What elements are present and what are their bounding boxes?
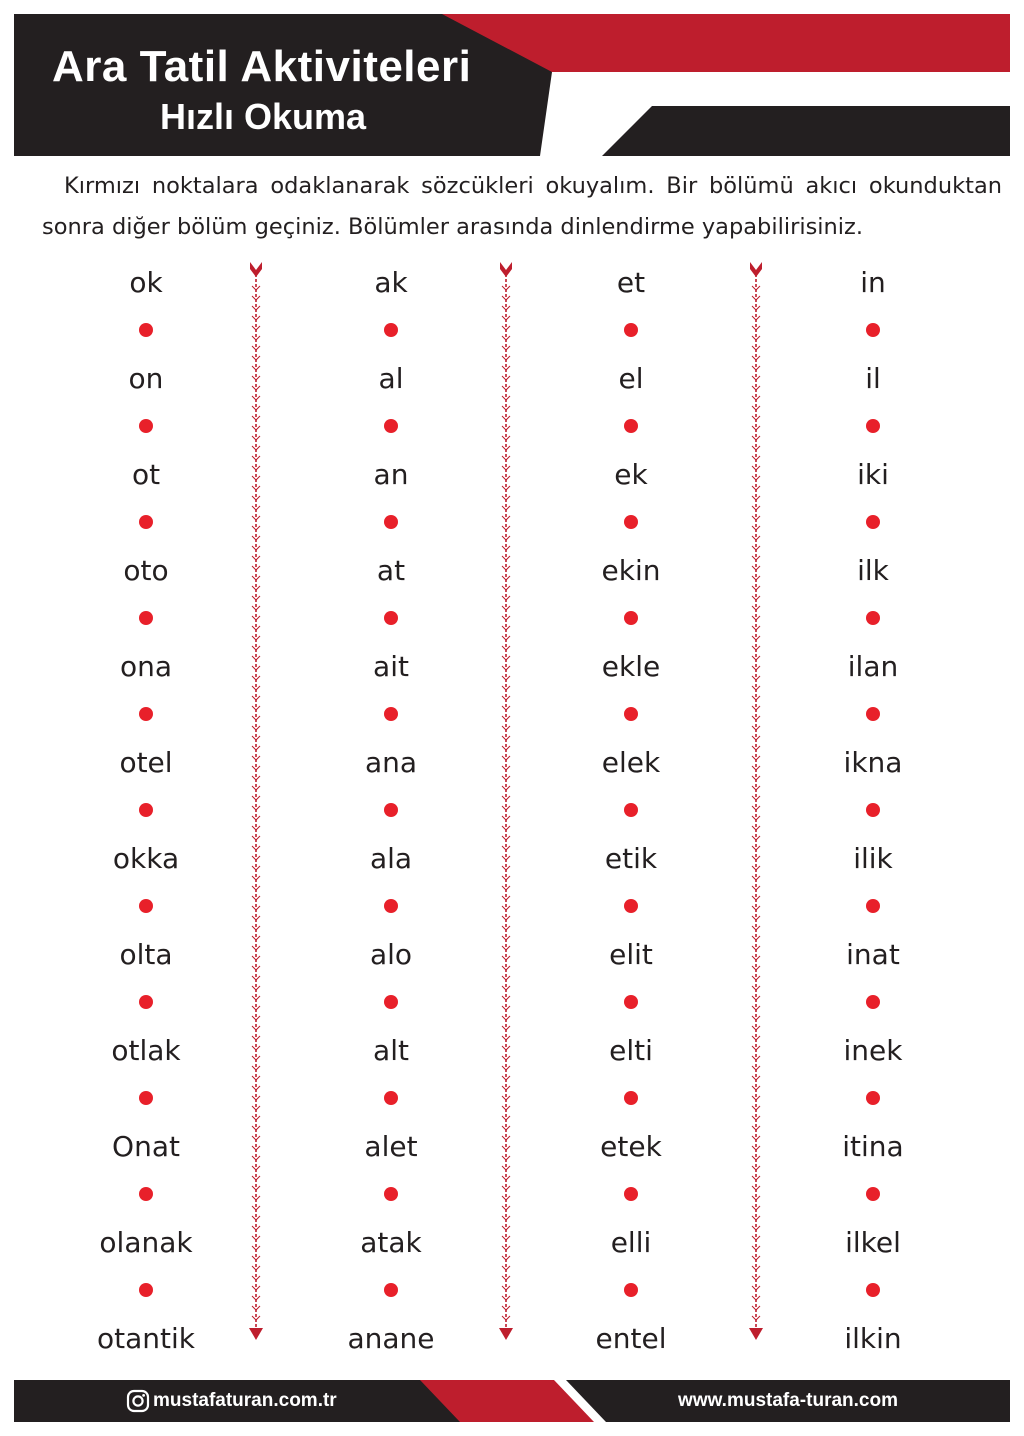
footer-website-link[interactable] — [678, 1380, 898, 1422]
focus-dot — [384, 419, 398, 433]
focus-dot — [624, 515, 638, 529]
focus-dot — [866, 995, 880, 1009]
word-item: ona — [119, 650, 173, 683]
word-item: ilik — [853, 842, 893, 875]
page-subtitle: Hızlı Okuma — [160, 96, 367, 137]
word-item: etik — [604, 842, 658, 875]
focus-dot — [139, 323, 153, 337]
divider-arrow-1 — [246, 260, 266, 1342]
word-item: alo — [369, 938, 413, 971]
word-item: oto — [123, 554, 169, 587]
focus-dot — [866, 515, 880, 529]
focus-dot — [139, 995, 153, 1009]
word-item: ok — [129, 266, 163, 299]
focus-dot — [384, 515, 398, 529]
divider-arrow-2 — [496, 260, 516, 1342]
focus-dot — [139, 803, 153, 817]
word-item: ek — [614, 458, 648, 491]
focus-dot — [384, 611, 398, 625]
word-item: etek — [600, 1130, 662, 1163]
word-item: il — [865, 362, 881, 395]
word-item: ot — [131, 458, 161, 491]
focus-dot — [384, 707, 398, 721]
focus-dot — [866, 419, 880, 433]
focus-dot — [624, 611, 638, 625]
word-item: ilkin — [844, 1322, 902, 1355]
word-item: alt — [373, 1034, 409, 1067]
focus-dot — [384, 995, 398, 1009]
page-title: Ara Tatil Aktiviteleri — [52, 42, 472, 91]
focus-dot — [384, 899, 398, 913]
word-item: elek — [601, 746, 661, 779]
footer-instagram[interactable] — [126, 1380, 337, 1422]
word-item: otlak — [111, 1034, 181, 1067]
word-item: entel — [595, 1322, 667, 1355]
word-item: ekle — [601, 650, 661, 683]
focus-dot — [139, 1187, 153, 1201]
word-item: ait — [373, 650, 409, 683]
focus-dot — [866, 1091, 880, 1105]
focus-dot — [624, 323, 638, 337]
word-item: in — [860, 266, 886, 299]
word-item: ilan — [847, 650, 899, 683]
word-item: ilk — [857, 554, 889, 587]
word-item: alet — [364, 1130, 418, 1163]
word-item: al — [378, 362, 404, 395]
word-item: elti — [609, 1034, 653, 1067]
focus-dot — [624, 1283, 638, 1297]
word-item: iki — [857, 458, 889, 491]
focus-dot — [624, 995, 638, 1009]
word-item: et — [616, 266, 646, 299]
focus-dot — [866, 1283, 880, 1297]
word-item: inek — [843, 1034, 903, 1067]
word-item: ilkel — [845, 1226, 901, 1259]
word-item: okka — [112, 842, 180, 875]
word-item: elit — [609, 938, 653, 971]
focus-dot — [866, 1187, 880, 1201]
focus-dot — [624, 899, 638, 913]
word-item: elli — [610, 1226, 652, 1259]
instagram-icon — [126, 1389, 150, 1413]
focus-dot — [139, 707, 153, 721]
word-item: ala — [369, 842, 413, 875]
website-url: www.mustafa-turan.com — [678, 1390, 898, 1411]
focus-dot — [866, 707, 880, 721]
focus-dot — [384, 1283, 398, 1297]
word-item: ak — [374, 266, 408, 299]
focus-dot — [139, 1283, 153, 1297]
focus-dot — [384, 1091, 398, 1105]
focus-dot — [624, 1091, 638, 1105]
focus-dot — [139, 899, 153, 913]
word-item: el — [618, 362, 644, 395]
word-item: atak — [360, 1226, 422, 1259]
word-item: anane — [347, 1322, 435, 1355]
word-item: inat — [846, 938, 900, 971]
focus-dot — [624, 419, 638, 433]
focus-dot — [624, 707, 638, 721]
word-item: otantik — [97, 1322, 195, 1355]
word-item: olta — [119, 938, 173, 971]
focus-dot — [384, 803, 398, 817]
word-item: ikna — [843, 746, 903, 779]
word-item: at — [376, 554, 406, 587]
instagram-handle: mustafaturan.com.tr — [153, 1390, 337, 1411]
focus-dot — [139, 419, 153, 433]
word-item: itina — [842, 1130, 904, 1163]
focus-dot — [139, 515, 153, 529]
instructions-text: Kırmızı noktalara odaklanarak sözcükleri okuyalım. Bir bölümü akıcı okunduktan sonra diğer bölüm geçiniz. Bölümler arasında dinlendirme yapabilirisiniz. — [42, 173, 1002, 240]
focus-dot — [866, 611, 880, 625]
focus-dot — [866, 899, 880, 913]
footer-bar — [14, 1380, 1010, 1422]
focus-dot — [624, 803, 638, 817]
word-item: an — [373, 458, 409, 491]
word-item: otel — [119, 746, 173, 779]
word-item: ana — [364, 746, 418, 779]
word-item: Onat — [112, 1130, 180, 1163]
word-item: olanak — [99, 1226, 193, 1259]
header-banner — [14, 14, 1010, 156]
divider-arrow-3 — [746, 260, 766, 1342]
focus-dot — [139, 1091, 153, 1105]
word-item: ekin — [601, 554, 661, 587]
word-item: on — [128, 362, 164, 395]
focus-dot — [384, 1187, 398, 1201]
focus-dot — [866, 323, 880, 337]
focus-dot — [624, 1187, 638, 1201]
focus-dot — [866, 803, 880, 817]
focus-dot — [384, 323, 398, 337]
focus-dot — [139, 611, 153, 625]
